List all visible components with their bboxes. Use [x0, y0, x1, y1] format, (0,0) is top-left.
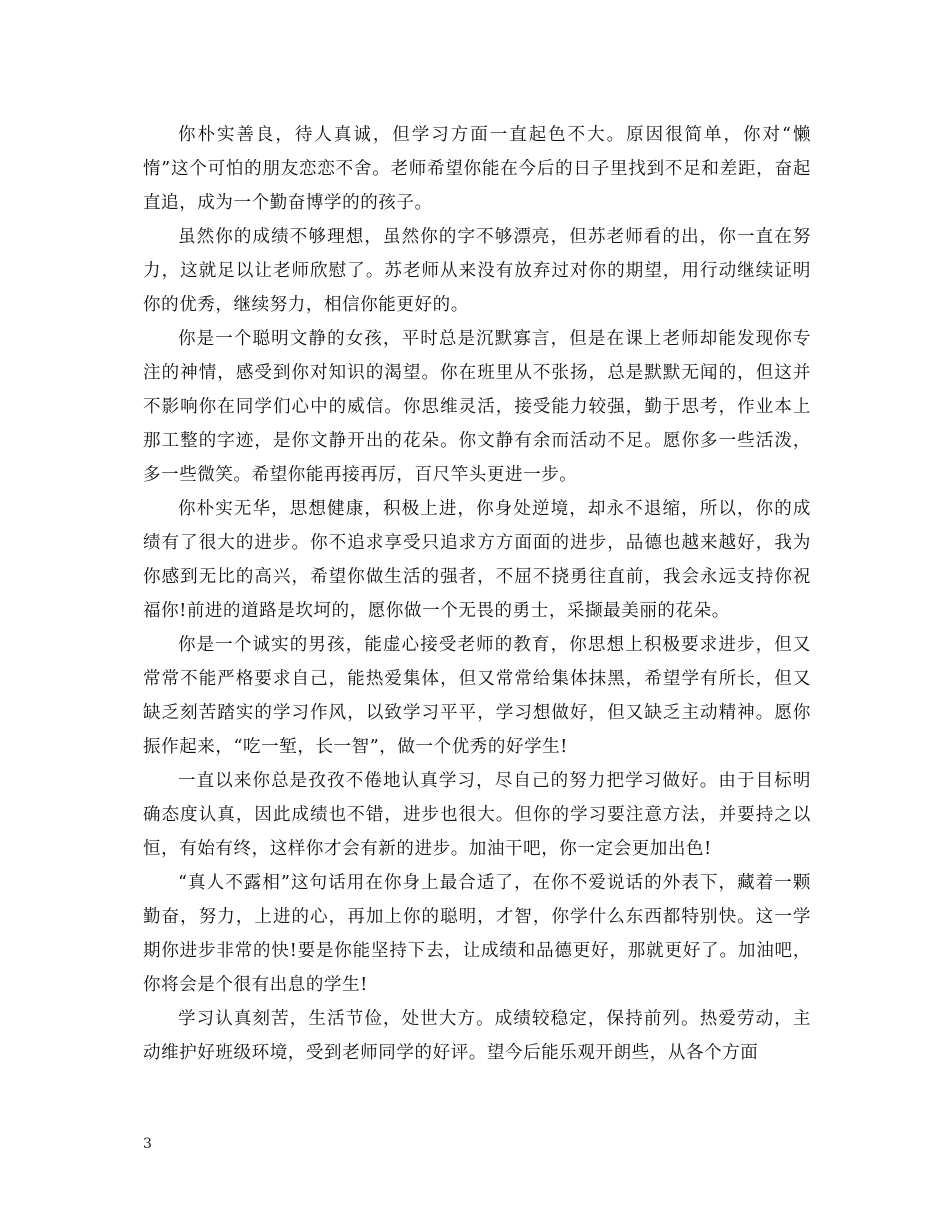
paragraph-8: 学习认真刻苦，生活节俭，处世大方。成绩较稳定，保持前列。热爱劳动，主动维护好班级环境，受到老师同学的好评。望今后能乐观开朗些，从各个方面	[143, 1009, 811, 1063]
paragraph-3: 你是一个聪明文静的女孩，平时总是沉默寡言，但是在课上老师却能发现你专注的神情，感受到你对知识的渴望。你在班里从不张扬，总是默默无闻的，但这并不影响你在同学们心中的威信。你思维灵活，接受能力较强，勤于思考，作业本上那工整的字迹，是你文静开出的花朵。你文静有余而活动不足。愿你多一些活泼，多一些微笑。希望你能再接再厉，百尺竿头更进一步。	[143, 329, 811, 485]
paragraph-7: “真人不露相”这句话用在你身上最合适了，在你不爱说话的外表下，藏着一颗勤奋，努力，上进的心，再加上你的聪明，才智，你学什么东西都特别快。这一学期你进步非常的快!要是你能坚持下去，让成绩和品德更好，那就更好了。加油吧，你将会是个很有出息的学生!	[143, 873, 811, 995]
page-number: 3	[143, 1136, 152, 1152]
paragraph-6: 一直以来你总是孜孜不倦地认真学习，尽自己的努力把学习做好。由于目标明确态度认真，因此成绩也不错，进步也很大。但你的学习要注意方法，并要持之以恒，有始有终，这样你才会有新的进步。加油干吧，你一定会更加出色!	[143, 771, 811, 859]
paragraph-4: 你朴实无华，思想健康，积极上进，你身处逆境，却永不退缩，所以，你的成绩有了很大的进步。你不追求享受只追求方方面面的进步，品德也越来越好，我为你感到无比的高兴，希望你做生活的强者，不屈不挠勇往直前，我会永远支持你祝福你!前进的道路是坎坷的，愿你做一个无畏的勇士，采撷最美丽的花朵。	[143, 499, 811, 621]
document-body	[143, 118, 811, 1070]
paragraph-5: 你是一个诚实的男孩，能虚心接受老师的教育，你思想上积极要求进步，但又常常不能严格要求自己，能热爱集体，但又常常给集体抹黑，希望学有所长，但又缺乏刻苦踏实的学习作风，以致学习平平，学习想做好，但又缺乏主动精神。愿你振作起来，“吃一堑，长一智”，做一个优秀的好学生!	[143, 635, 811, 757]
paragraph-1: 你朴实善良，待人真诚，但学习方面一直起色不大。原因很简单，你对“懒惰”这个可怕的朋友恋恋不舍。老师希望你能在今后的日子里找到不足和差距，奋起直追，成为一个勤奋博学的的孩子。	[143, 125, 811, 213]
paragraph-2: 虽然你的成绩不够理想，虽然你的字不够漂亮，但苏老师看的出，你一直在努力，这就足以让老师欣慰了。苏老师从来没有放弃过对你的期望，用行动继续证明你的优秀，继续努力，相信你能更好的。	[143, 227, 811, 315]
